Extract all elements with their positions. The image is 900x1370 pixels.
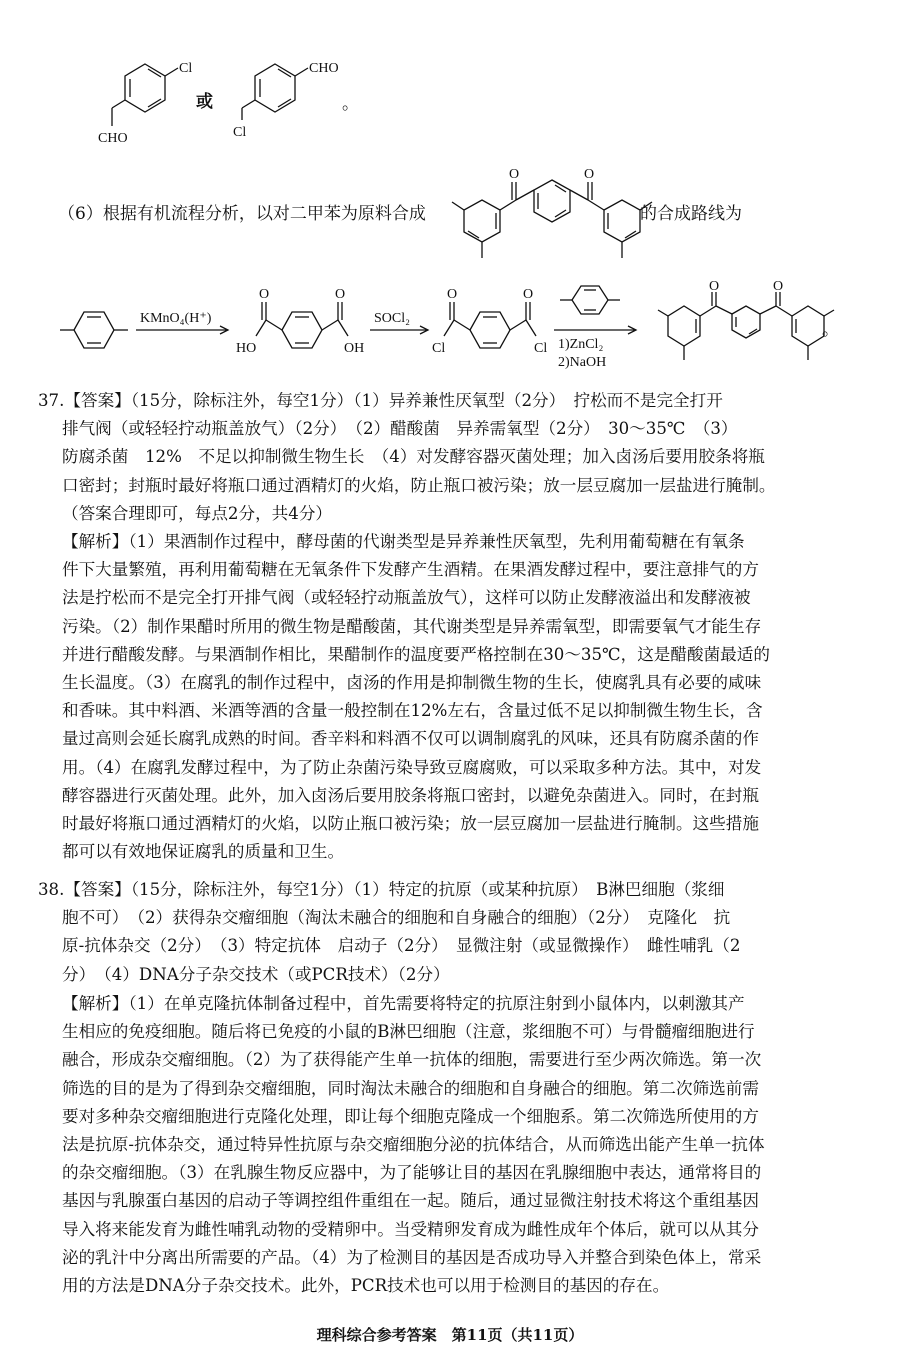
- q38-analysis-line: 泌的乳汁中分离出所需要的产品。（4）为了检测目的基因是否成功导入并整合到染色体上，常采: [62, 1247, 762, 1267]
- q38-analysis-line: 筛选的目的是为了得到杂交瘤细胞，同时淘汰未融合的细胞和自身融合的细胞。第二次筛选前需: [62, 1078, 759, 1098]
- scheme-period: 。: [822, 320, 839, 340]
- q38-analysis-line: 生相应的免疫细胞。随后将已免疫的小鼠的B淋巴细胞（注意，浆细胞不可）与骨髓瘤细胞进行: [62, 1022, 755, 1042]
- q37-analysis-line: 生长温度。（3）在腐乳的制作过程中，卤汤的作用是抑制微生物的生长，使腐乳具有必要的咸味: [62, 672, 762, 692]
- o-6: O: [773, 279, 784, 294]
- q38-analysis-line: 导入将来能发育为雌性哺乳动物的受精卵中。当受精卵发育成为雌性成年个体后，就可以从其分: [62, 1219, 759, 1239]
- ho-label: HO: [236, 341, 257, 356]
- q38-analysis-line: 要对多种杂交瘤细胞进行克隆化处理，即让每个细胞克隆成一个细胞系。第二次筛选所使用的方: [62, 1106, 759, 1126]
- o-1: O: [259, 287, 270, 302]
- target-molecule: [462, 160, 642, 270]
- reagent-naoh: 2)NaOH: [558, 355, 607, 370]
- cl-left: Cl: [432, 341, 446, 356]
- q37-analysis-line: 量过高则会延长腐乳成熟的时间。香辛料和料酒不仅可以调制腐乳的风味，还具有防腐杀菌的作: [62, 729, 759, 749]
- q37-analysis-line: 酵容器进行灭菌处理。此外，加入卤汤后要用胶条将瓶口密封，以避免杂菌进入。同时，在封瓶: [62, 785, 759, 805]
- o-3: O: [447, 287, 458, 302]
- page-footer: 理科综合参考答案 第11页（共11页）: [316, 1326, 584, 1344]
- chem-label-cho: CHO: [98, 131, 128, 146]
- q37-answer-line: （答案合理即可，每点2分，共4分）: [62, 503, 333, 523]
- q38-answer-line: 原-抗体杂交（2分） （3）特定抗体 启动子（2分） 显微注射（或显微操作） 雌性哺乳（2: [62, 936, 741, 956]
- q38-answer-line: 胞不可） （2）获得杂交瘤细胞（淘汰未融合的细胞和自身融合的细胞）（2分） 克隆化 抗: [62, 908, 731, 928]
- q37-analysis-line: 法是拧松而不是完全打开排气阀（或轻轻拧动瓶盖放气），这样可以防止发酵液溢出和发酵液被: [62, 588, 751, 608]
- q38-analysis-line: 基因与乳腺蛋白基因的启动子等调控组件重组在一起。随后，通过显微注射技术将这个重组基因: [62, 1191, 759, 1211]
- q37-analysis-line: 【解析】（1）果酒制作过程中，酵母菌的代谢类型是异养兼性厌氧型，先利用葡萄糖在有氧条: [62, 532, 745, 551]
- q6-prefix: （6）根据有机流程分析，以对二甲苯为原料合成: [58, 204, 426, 224]
- q37-answer-line: 37.【答案】（15分，除标注外，每空1分）（1）异养兼性厌氧型（2分） 拧松而不是完全打开: [38, 391, 723, 410]
- synthesis-scheme: [60, 280, 820, 375]
- o-4: O: [523, 287, 534, 302]
- cl-right: Cl: [534, 341, 548, 356]
- q37-answer-line: 口密封；封瓶时最好将瓶口通过酒精灯的火焰，防止瓶口被污染；放一层豆腐加一层盐进行腌制。: [62, 475, 776, 495]
- q37-answer-line: 防腐杀菌 12% 不足以抑制微生物生长 （4）对发酵容器灭菌处理；加入卤汤后要用胶条将瓶: [62, 447, 765, 467]
- q38-analysis: [62, 990, 862, 1300]
- q37-analysis-line: 时最好将瓶口通过酒精灯的火焰，以防止瓶口被污染；放一层豆腐加一层盐进行腌制。这些措施: [62, 813, 759, 833]
- q38-analysis-line: 的杂交瘤细胞。（3）在乳腺生物反应器中，为了能够让目的基因在乳腺细胞中表达，通常将目的: [62, 1163, 762, 1183]
- q37-analysis-line: 件下大量繁殖，再利用葡萄糖在无氧条件下发酵产生酒精。在果酒发酵过程中，要注意排气的方: [62, 560, 759, 580]
- q37-answer-line: 排气阀（或轻轻拧动瓶盖放气）（2分） （2）醋酸菌 异养需氧型（2分） 30～35℃ （3）: [62, 419, 738, 439]
- q38-analysis-line: 法是抗原-抗体杂交，通过特异性抗原与杂交瘤细胞分泌的抗体结合，从而筛选出能产生单一抗体: [62, 1134, 765, 1154]
- q38-analysis-line: 融合，形成杂交瘤细胞。（2）为了获得能产生单一抗体的细胞，需要进行至少两次筛选。第一次: [62, 1050, 762, 1070]
- q37-analysis-line: 并进行醋酸发酵。与果酒制作相比，果醋制作的温度要严格控制在30～35℃，这是醋酸菌最适的: [62, 644, 770, 664]
- q37-analysis: [62, 528, 862, 866]
- structure-top-right: [215, 50, 345, 150]
- reagent-zncl2: 1)ZnCl₂: [558, 337, 604, 352]
- q37-analysis-line: 都可以有效地保证腐乳的质量和卫生。: [62, 842, 345, 862]
- q37-analysis-line: 用。（4）在腐乳发酵过程中，为了防止杂菌污染导致豆腐腐败，可以采取多种方法。其中，对发: [62, 757, 762, 777]
- chem-label-cho: CHO: [309, 61, 339, 76]
- q38-analysis-line: 用的方法是DNA分子杂交技术。此外，PCR技术也可以用于检测目的基因的存在。: [62, 1275, 670, 1295]
- chem-label-cl: Cl: [233, 125, 247, 140]
- q37-answer: [38, 387, 862, 528]
- o-2: O: [335, 287, 346, 302]
- carbonyl-o-left: O: [509, 167, 520, 182]
- reagent-kmno4: KMnO₄(H⁺): [140, 311, 212, 326]
- period-top: 。: [342, 94, 359, 114]
- carbonyl-o-right: O: [584, 167, 595, 182]
- or-text: 或: [196, 92, 213, 112]
- oh-label: OH: [344, 341, 365, 356]
- q6-suffix: 的合成路线为: [640, 204, 742, 224]
- q37-analysis-line: 和香味。其中料酒、米酒等酒的含量一般控制在12%左右，含量过低不足以抑制微生物生长，含: [62, 701, 763, 721]
- chem-label-cl: Cl: [179, 61, 193, 76]
- q38-analysis-line: 【解析】（1）在单克隆抗体制备过程中，首先需要将特定的抗原注射到小鼠体内，以刺激其产: [62, 994, 745, 1013]
- q38-answer: [38, 876, 862, 989]
- q38-answer-line: 38.【答案】（15分，除标注外，每空1分）（1）特定的抗原（或某种抗原） B淋巴细胞（浆细: [38, 880, 725, 899]
- q37-analysis-line: 污染。（2）制作果醋时所用的微生物是醋酸菌，其代谢类型是异养需氧型，即需要氧气才能生存: [62, 616, 762, 636]
- reagent-socl2: SOCl₂: [374, 311, 411, 326]
- q38-answer-line: 分） （4）DNA分子杂交技术（或PCR技术）（2分）: [62, 964, 450, 984]
- structure-top-left: [90, 50, 200, 150]
- o-5: O: [709, 279, 720, 294]
